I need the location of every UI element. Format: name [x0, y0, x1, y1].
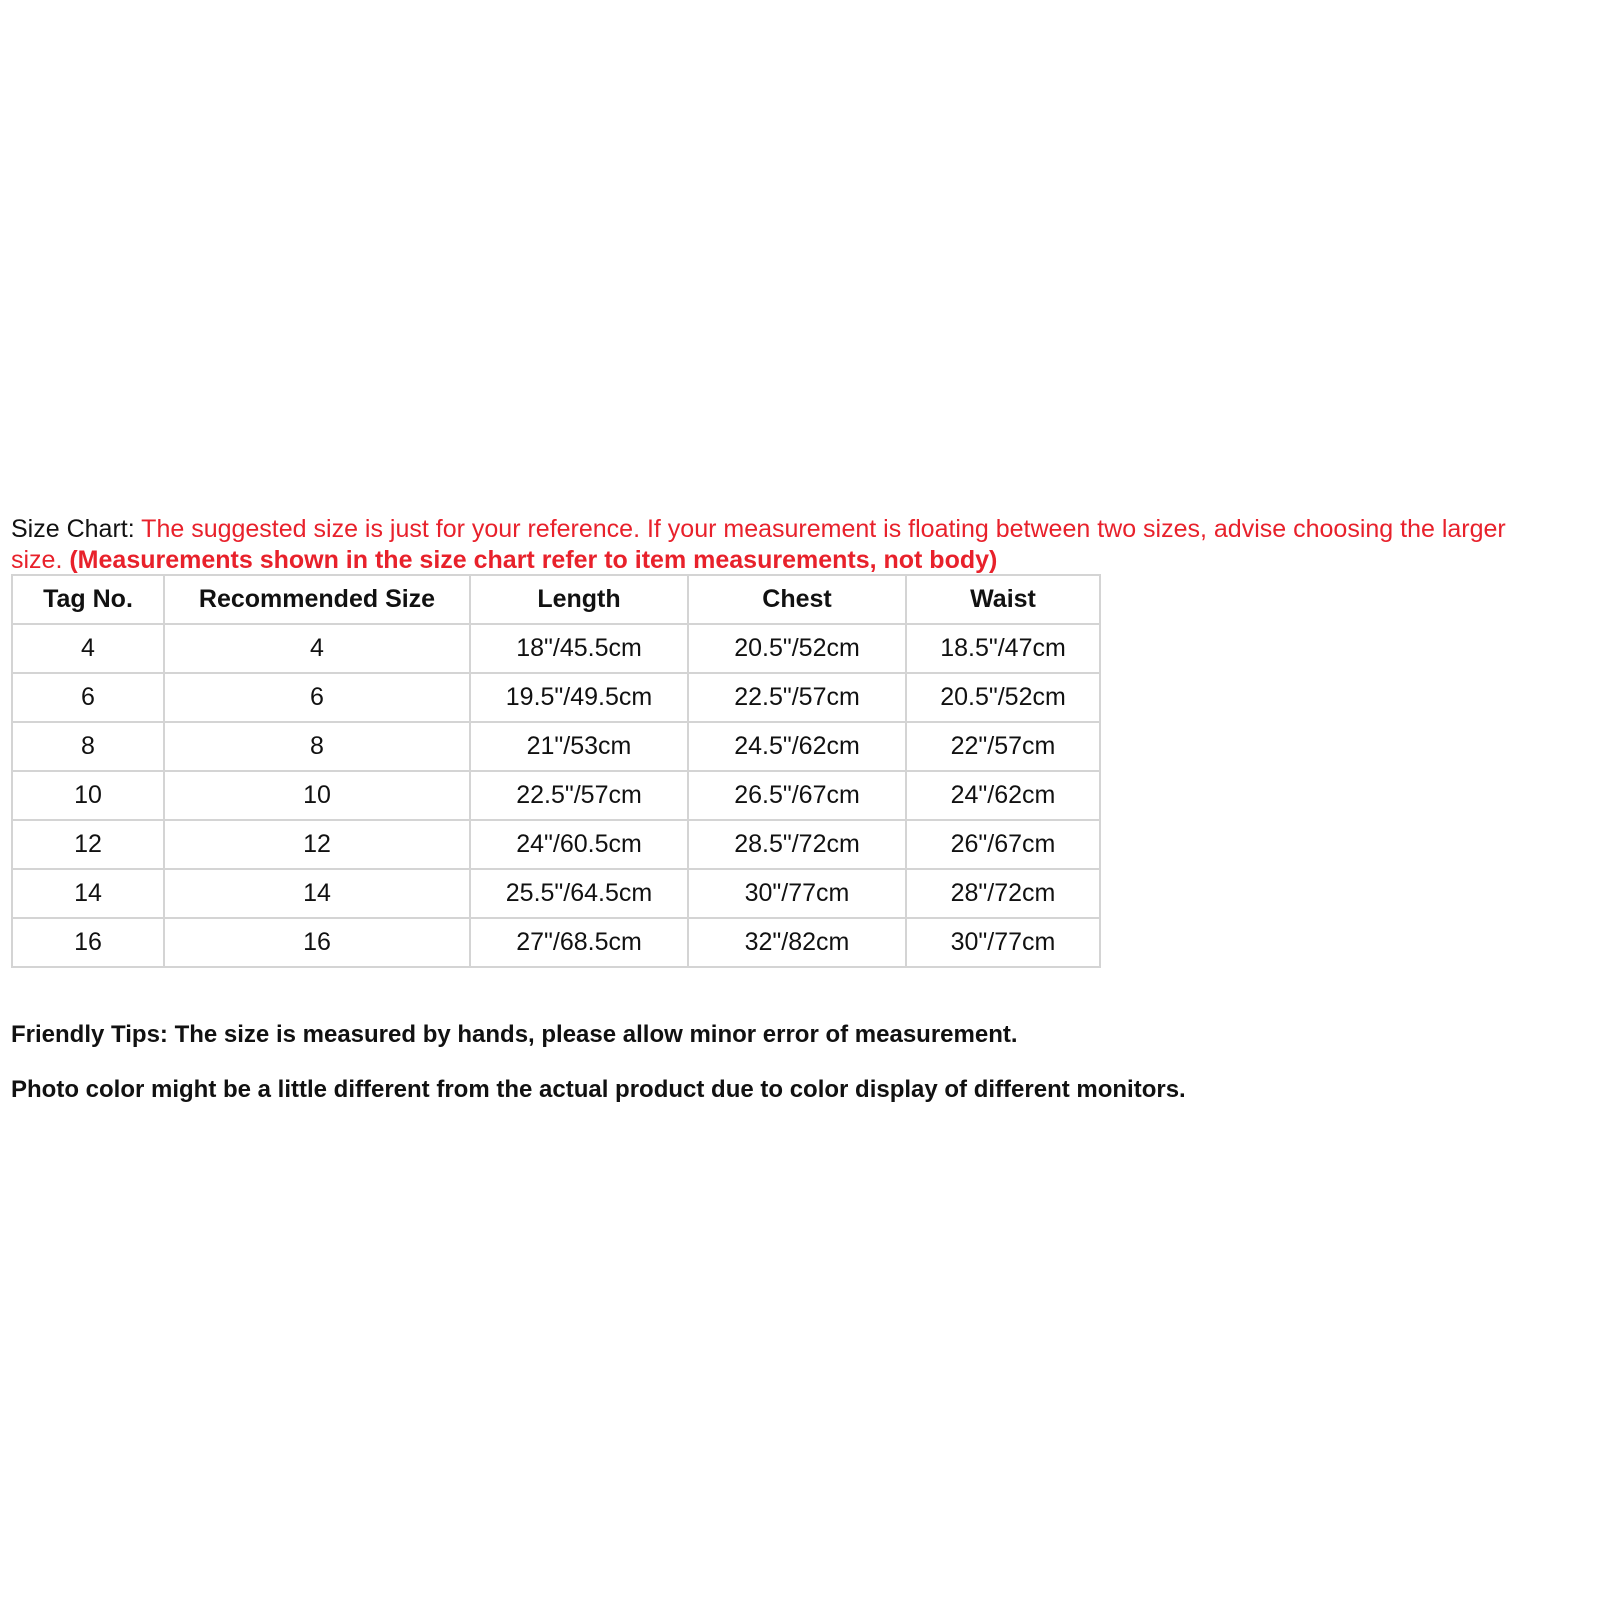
cell-length: 18"/45.5cm: [470, 624, 688, 673]
cell-waist: 24"/62cm: [906, 771, 1100, 820]
header-recommended-size: Recommended Size: [164, 575, 470, 624]
cell-waist: 30"/77cm: [906, 918, 1100, 967]
table-row: [12, 673, 1100, 722]
cell-recommended-size: 8: [164, 722, 470, 771]
cell-length: 22.5"/57cm: [470, 771, 688, 820]
cell-chest: 20.5"/52cm: [688, 624, 906, 673]
friendly-tips: Friendly Tips: The size is measured by hands, please allow minor error of measurement.: [11, 1021, 1018, 1048]
cell-recommended-size: 10: [164, 771, 470, 820]
cell-waist: 20.5"/52cm: [906, 673, 1100, 722]
cell-length: 24"/60.5cm: [470, 820, 688, 869]
table-row: [12, 771, 1100, 820]
cell-recommended-size: 16: [164, 918, 470, 967]
cell-tag-no: 16: [12, 918, 164, 967]
size-chart-note-line2: size.: [11, 546, 63, 574]
cell-chest: 30"/77cm: [688, 869, 906, 918]
table-row: [12, 869, 1100, 918]
cell-tag-no: 4: [12, 624, 164, 673]
cell-chest: 32"/82cm: [688, 918, 906, 967]
header-chest: Chest: [688, 575, 906, 624]
cell-recommended-size: 4: [164, 624, 470, 673]
header-length: Length: [470, 575, 688, 624]
cell-tag-no: 6: [12, 673, 164, 722]
cell-recommended-size: 12: [164, 820, 470, 869]
size-chart-separator: :: [127, 515, 142, 543]
header-tag-no: Tag No.: [12, 575, 164, 624]
size-chart-measurement-note: (Measurements shown in the size chart refer to item measurements, not body): [69, 546, 998, 574]
table-row: [12, 624, 1100, 673]
cell-length: 27"/68.5cm: [470, 918, 688, 967]
cell-length: 19.5"/49.5cm: [470, 673, 688, 722]
cell-waist: 26"/67cm: [906, 820, 1100, 869]
cell-recommended-size: 14: [164, 869, 470, 918]
cell-waist: 28"/72cm: [906, 869, 1100, 918]
cell-tag-no: 12: [12, 820, 164, 869]
cell-chest: 28.5"/72cm: [688, 820, 906, 869]
table-row: [12, 820, 1100, 869]
table-header-row: [12, 575, 1100, 624]
table-row: [12, 722, 1100, 771]
cell-chest: 22.5"/57cm: [688, 673, 906, 722]
cell-length: 25.5"/64.5cm: [470, 869, 688, 918]
cell-length: 21"/53cm: [470, 722, 688, 771]
photo-color-note: Photo color might be a little different from the actual product due to color display of different monitors.: [11, 1076, 1186, 1103]
cell-recommended-size: 6: [164, 673, 470, 722]
table-row: [12, 918, 1100, 967]
header-waist: Waist: [906, 575, 1100, 624]
size-chart-label: Size Chart: [11, 515, 128, 543]
cell-waist: 22"/57cm: [906, 722, 1100, 771]
cell-chest: 24.5"/62cm: [688, 722, 906, 771]
cell-tag-no: 8: [12, 722, 164, 771]
size-chart-intro: [11, 514, 1581, 576]
cell-chest: 26.5"/67cm: [688, 771, 906, 820]
cell-tag-no: 14: [12, 869, 164, 918]
size-chart-table: [11, 574, 1101, 968]
size-chart-note-line1: The suggested size is just for your reference. If your measurement is floating between two sizes, advise choosing the larger: [141, 515, 1506, 543]
cell-waist: 18.5"/47cm: [906, 624, 1100, 673]
cell-tag-no: 10: [12, 771, 164, 820]
